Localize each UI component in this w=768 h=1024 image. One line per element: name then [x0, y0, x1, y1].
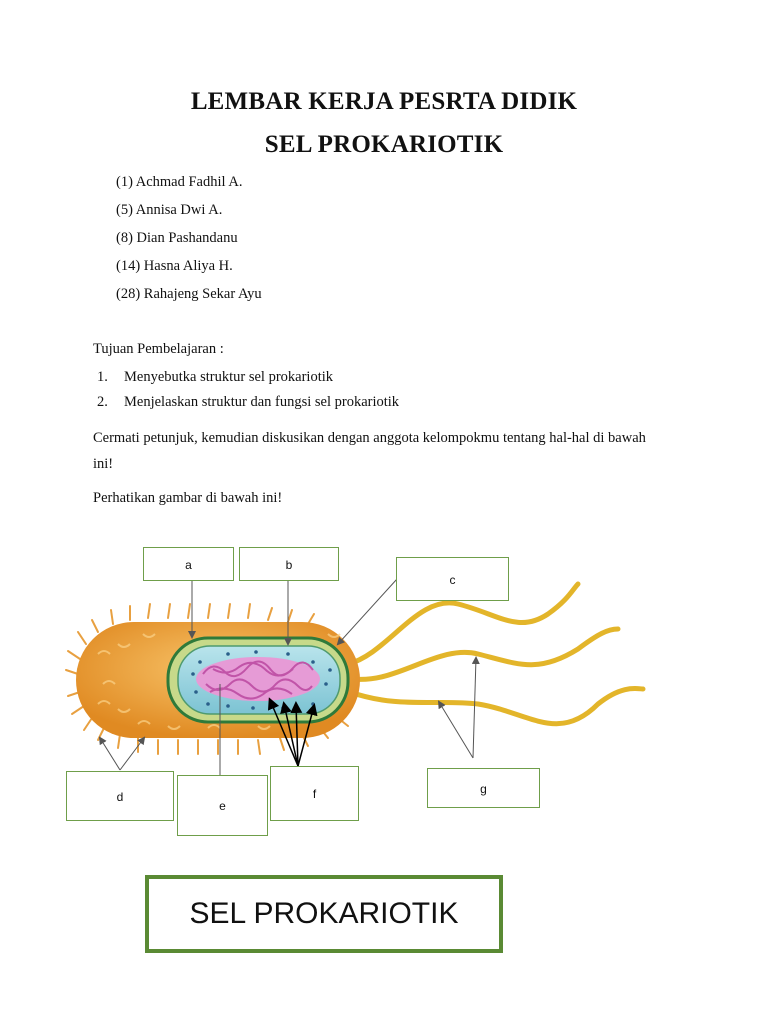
leader-line-d2: [120, 738, 144, 770]
member-item: (14) Hasna Aliya H.: [116, 258, 233, 274]
title-banner: [145, 875, 503, 953]
label-box-e[interactable]: [177, 775, 268, 836]
label-box-b[interactable]: [239, 547, 339, 581]
objectives-heading: Tujuan Pembelajaran :: [93, 341, 224, 357]
member-item: (1) Achmad Fadhil A.: [116, 174, 243, 190]
leader-line-c: [338, 579, 397, 644]
objective-text: Menyebutka struktur sel prokariotik: [124, 369, 333, 385]
group-members-list: [116, 171, 262, 311]
objective-item: [93, 391, 399, 416]
objectives-list: [93, 366, 399, 416]
flagella: [348, 584, 643, 724]
member-item: (28) Rahajeng Sekar Ayu: [116, 286, 262, 302]
observe-instruction: Perhatikan gambar di bawah ini!: [93, 490, 283, 506]
leader-line-d1: [100, 738, 120, 770]
label-d-text: d: [116, 790, 124, 804]
label-b-text: b: [285, 558, 293, 572]
objective-number: 1.: [97, 369, 108, 385]
objective-number: 2.: [97, 394, 108, 410]
banner-text: SEL PROKARIOTIK: [189, 897, 459, 930]
label-box-f[interactable]: [270, 766, 359, 821]
label-c-text: c: [449, 573, 456, 587]
label-a-text: a: [185, 558, 192, 572]
leader-line-g1: [439, 702, 473, 758]
objective-text: Menjelaskan struktur dan fungsi sel prokariotik: [124, 394, 400, 410]
member-item: (8) Dian Pashandanu: [116, 230, 238, 246]
label-box-g[interactable]: [427, 768, 540, 808]
nucleoid: [196, 657, 320, 701]
worksheet-subtitle: SEL PROKARIOTIK: [264, 131, 504, 158]
label-g-text: g: [480, 782, 487, 796]
worksheet-title: LEMBAR KERJA PESRTA DIDIK: [190, 88, 578, 115]
label-f-text: f: [312, 787, 317, 801]
objective-item: [93, 366, 399, 391]
leader-line-g2: [473, 658, 476, 758]
label-box-a[interactable]: [143, 547, 234, 581]
label-box-d[interactable]: [66, 771, 174, 821]
label-box-c[interactable]: [396, 557, 509, 601]
label-e-text: e: [219, 799, 226, 813]
instruction-paragraph: Cermati petunjuk, kemudian diskusikan dengan anggota kelompokmu tentang hal-hal di bawah ini!: [93, 430, 646, 472]
member-item: (5) Annisa Dwi A.: [116, 202, 223, 218]
